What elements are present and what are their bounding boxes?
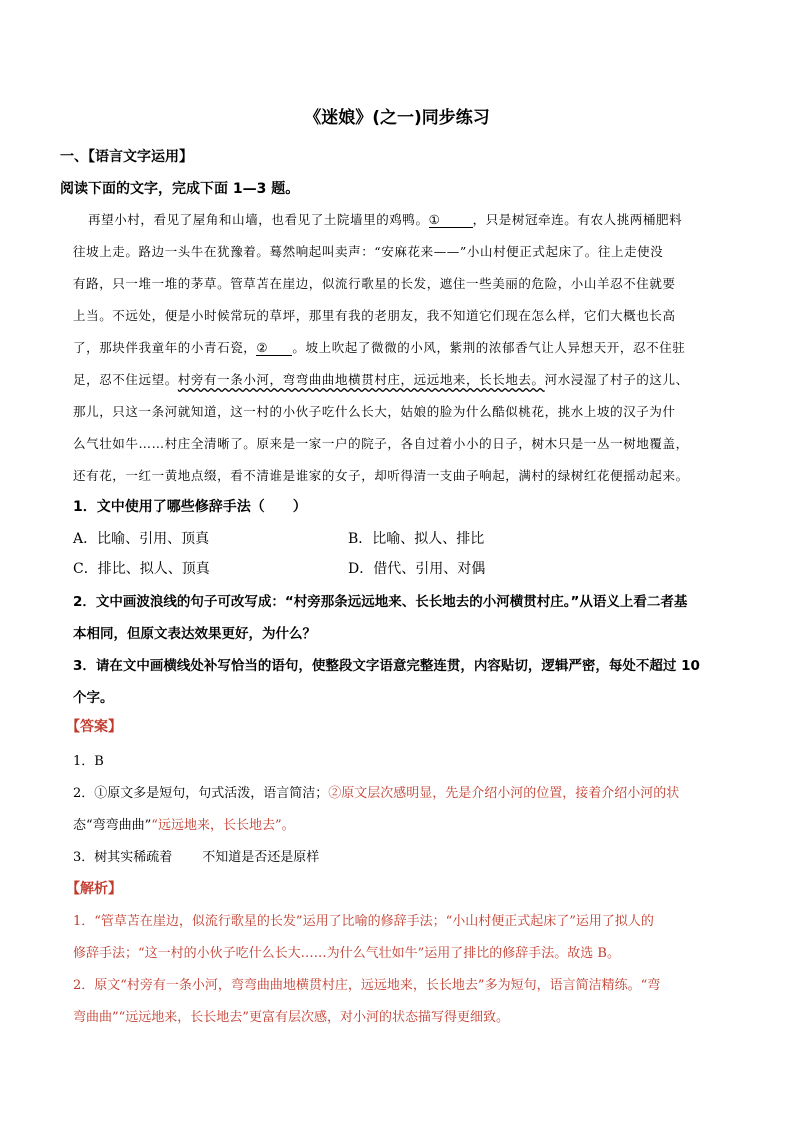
- analysis-heading: 【解析】: [66, 881, 122, 897]
- page-title: 《迷娘》(之一)同步练习: [304, 108, 490, 128]
- question-1: 1．文中使用了哪些修辞手法（ ）: [73, 499, 307, 515]
- passage-line-7: 那儿，只这一条河就知道，这一村的小伙子吃什么长大，姑娘的脸为什么酷似桃花，挑水上坡的汉子为什: [73, 404, 676, 419]
- blank-2: ②: [256, 340, 292, 356]
- passage-line-3: 有路，只一堆一堆的茅草。管草苫在崖边，似流行歌星的长发，遮住一些美丽的危险，小山羊忍不住就要: [73, 276, 676, 291]
- passage-text: 河水浸湿了村子的这儿、: [544, 372, 689, 387]
- option-c: C．排比、拟人、顶真: [73, 561, 210, 577]
- analysis-2-line-2: 弯曲曲”“远远地来，长长地去”更富有层次感，对小河的状态描写得更细致。: [73, 1010, 509, 1025]
- question-2-line-2: 本相同，但原文表达效果更好，为什么？: [73, 626, 316, 642]
- passage-text: ，只是树冠牵连。有农人挑两桶肥料: [472, 212, 683, 227]
- option-a: A．比喻、引用、顶真: [73, 531, 210, 547]
- option-d: D．借代、引用、对偶: [348, 561, 486, 577]
- option-b: B．比喻、拟人、排比: [348, 531, 485, 547]
- passage-text: 足，忍不住远望。: [73, 372, 178, 387]
- passage-line-8: 么气壮如牛……村庄全清晰了。原来是一家一户的院子，各自过着小小的日子，树木只是一丛一树地覆盖，: [73, 436, 689, 451]
- section-heading: 一、【语言文字运用】: [60, 149, 193, 165]
- passage-line-5: [73, 338, 685, 356]
- instruction: 阅读下面的文字，完成下面 1—3 题。: [60, 181, 300, 197]
- passage-text: 再望小村，看见了屋角和山墙，也看见了土院墙里的鸡鸭。: [88, 212, 429, 227]
- analysis-2-line-1: 2．原文“村旁有一条小河，弯弯曲曲地横贯村庄，远远地来，长长地去”多为短句，语言简洁精练。“弯: [73, 978, 661, 993]
- passage-text: 。坡上吹起了微微的小风，紫荆的浓郁香气让人异想天开，忍不住驻: [292, 340, 686, 355]
- answer-2-line-2: 态“弯弯曲曲”“远远地来，长长地去”。: [73, 818, 295, 833]
- answer-1: 1．B: [73, 754, 104, 769]
- answer-heading: 【答案】: [66, 719, 122, 735]
- analysis-1-line-1: 1．“管草苫在崖边，似流行歌星的长发”运用了比喻的修辞手法；“小山村便正式起床了”运用了拟人的: [73, 914, 654, 929]
- passage-line-2: 往坡上走。路边一头牛在犹豫着。蓦然响起叫卖声：“安麻花来——”小山村便正式起床了。往上走使没: [73, 244, 664, 259]
- question-3-line-2: 个字。: [73, 690, 114, 706]
- passage-text: 了，那块伴我童年的小青石瓷，: [73, 340, 257, 355]
- answer-2-line-1: 2．①原文多是短句，句式活泼，语言简洁；②原文层次感明显，先是介绍小河的位置，接着介绍小河的状: [73, 786, 680, 801]
- passage-line-9: 还有花，一红一黄地点缀，看不清谁是谁家的女子，却听得清一支曲子响起，满村的绿树红花便摇动起来。: [73, 468, 689, 483]
- passage-line-4: 上当。不远处，便是小时候常玩的草坪，那里有我的老朋友，我不知道它们现在怎么样，它们大概也长高: [73, 308, 676, 323]
- blank-1: ①: [429, 212, 473, 228]
- question-3-line-1: 3．请在文中画横线处补写恰当的语句，使整段文字语意完整连贯，内容贴切，逻辑严密，每处不超过 10: [73, 658, 700, 674]
- question-2-line-1: 2．文中画波浪线的句子可改写成：“村旁那条远远地来、长长地去的小河横贯村庄。”从语义上看二者基: [73, 594, 688, 610]
- passage-line-6: [73, 370, 689, 388]
- analysis-1-line-2: 修辞手法；“这一村的小伙子吃什么长大……为什么气壮如牛”运用了排比的修辞手法。故选 B。: [73, 946, 620, 961]
- wavy-underlined-sentence: 村旁有一条小河，弯弯曲曲地横贯村庄，远远地来，长长地去。: [177, 372, 545, 387]
- answer-3: 3．树其实稀疏着 不知道是否还是原样: [73, 850, 320, 865]
- passage-line-1: [88, 210, 682, 228]
